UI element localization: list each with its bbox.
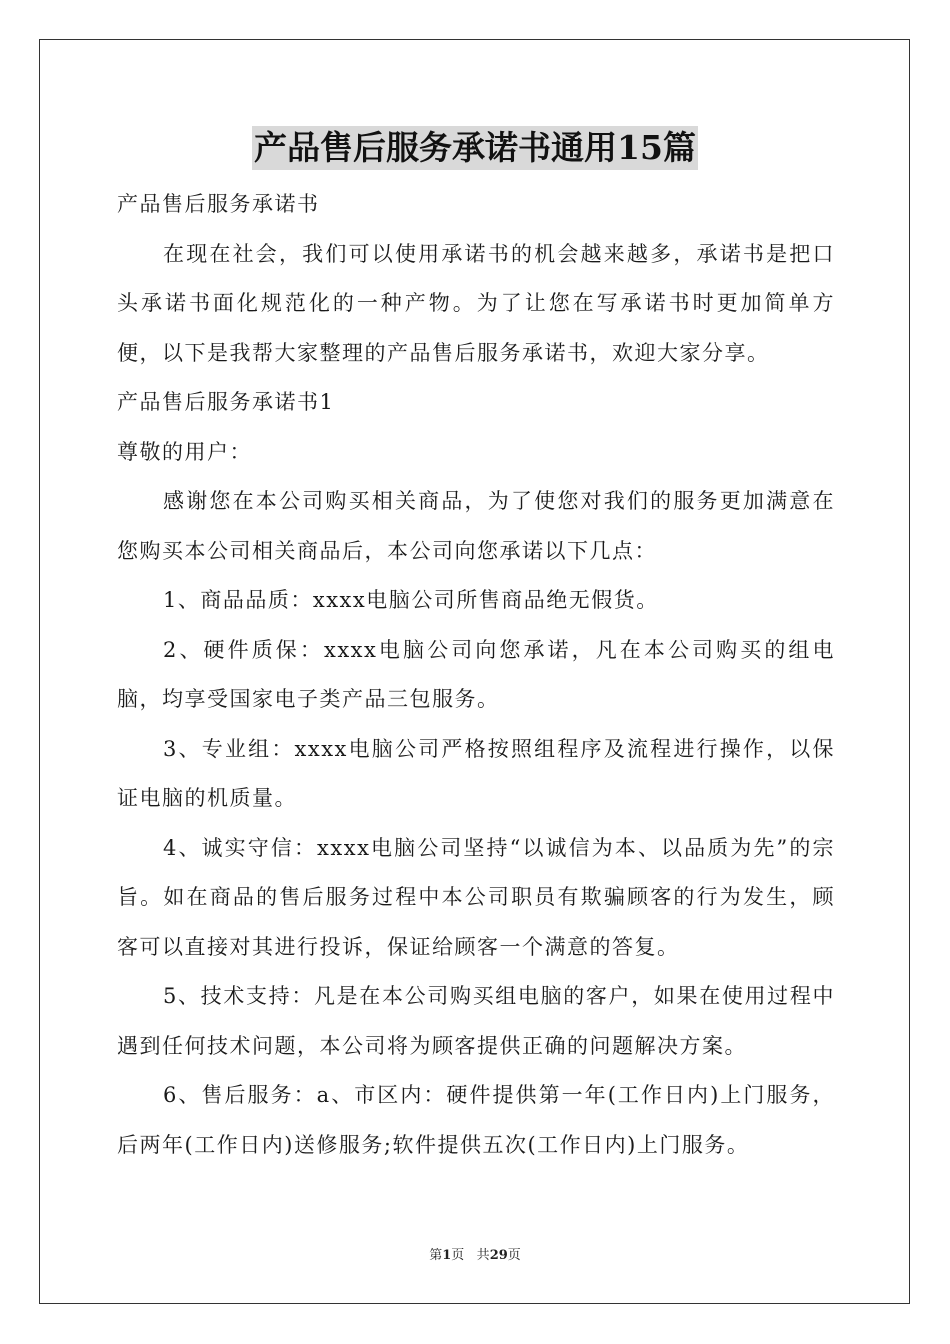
paragraph: 在现在社会，我们可以使用承诺书的机会越来越多，承诺书是把口头承诺书面化规范化的一种产物。为了让您在写承诺书时更加简单方便，以下是我帮大家整理的产品售后服务承诺书，欢迎大家分享。 (117, 241, 835, 365)
total-prefix: 共 (476, 1248, 490, 1263)
list-item: 5、技术支持：凡是在本公司购买组电脑的客户，如果在使用过程中遇到任何技术问题，本公司将为顾客提供正确的问题解决方案。 (117, 984, 835, 1058)
document-title: 产品售后服务承诺书通用15篇 (252, 126, 698, 170)
total-page-count: 29 (489, 1248, 508, 1263)
list-item: 2、硬件质保：xxxx电脑公司向您承诺，凡在本公司购买的组电脑，均享受国家电子类产品三包服务。 (117, 637, 835, 711)
page-prefix: 第 (429, 1248, 443, 1263)
page-footer (0, 1247, 950, 1265)
paragraph: 产品售后服务承诺书 (117, 192, 320, 216)
list-item: 3、专业组：xxxx电脑公司严格按照组程序及流程进行操作，以保证电脑的机质量。 (117, 736, 835, 810)
list-item: 4、诚实守信：xxxx电脑公司坚持“以诚信为本、以品质为先”的宗旨。如在商品的售后服务过程中本公司职员有欺骗顾客的行为发生，顾客可以直接对其进行投诉，保证给顾客一个满意的答复。 (117, 835, 835, 959)
document-body (117, 180, 835, 1170)
salutation: 尊敬的用户： (117, 439, 252, 464)
current-page-number: 1 (442, 1248, 452, 1263)
paragraph: 感谢您在本公司购买相关商品，为了使您对我们的服务更加满意在您购买本公司相关商品后，本公司向您承诺以下几点： (117, 489, 835, 563)
title-area (0, 126, 950, 170)
section-heading: 产品售后服务承诺书1 (117, 390, 335, 414)
page-suffix: 页 (451, 1248, 465, 1263)
total-suffix: 页 (507, 1248, 521, 1263)
list-item: 1、商品品质：xxxx电脑公司所售商品绝无假货。 (163, 588, 659, 612)
list-item: 6、售后服务：a、市区内：硬件提供第一年(工作日内)上门服务，后两年(工作日内)送修服务;软件提供五次(工作日内)上门服务。 (117, 1083, 835, 1157)
